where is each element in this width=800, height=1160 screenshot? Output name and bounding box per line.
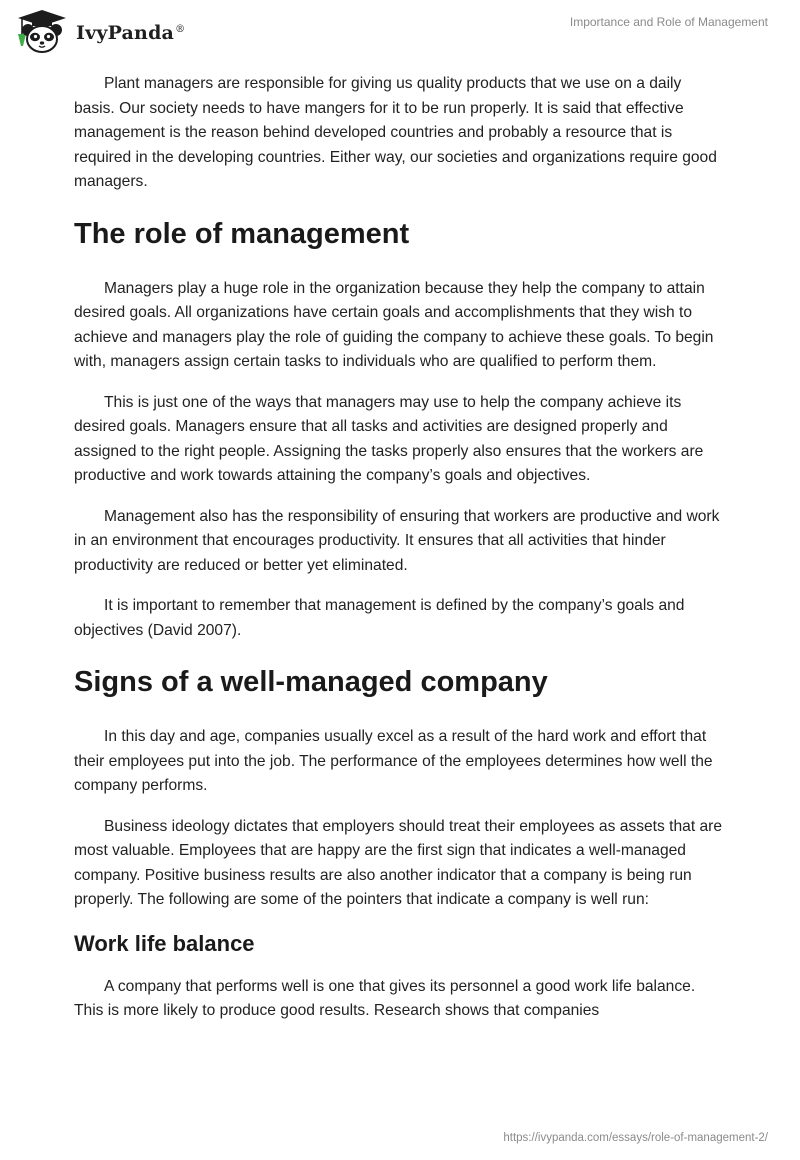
section-heading-signs: Signs of a well-managed company [74,666,548,698]
paragraph: A company that performs well is one that gives its personnel a good work life balance. This is more likely to produce good results. Research shows that companies [74,977,696,1019]
subsection-heading-work-life: Work life balance [74,930,255,956]
paragraph: In this day and age, companies usually excel as a result of the hard work and effort that their employees put into the job. The performance of the employees determines how well the company performs. [74,728,713,794]
source-url-link[interactable]: https://ivypanda.com/essays/role-of-management-2/ [503,1132,768,1144]
document-title: Importance and Role of Management [569,15,768,29]
page-header [0,0,800,70]
paragraph: Plant managers are responsible for giving us quality products that we use on a daily basis. Our society needs to have mangers for it to be run properly. It is said that effective management is the reason behind developed countries and probably a resource that is required in the developing countries. Either way, our societies and organizations require good managers. [74,75,717,190]
section-heading-role: The role of management [74,217,410,250]
logo-wordmark [76,22,185,44]
paragraph: Business ideology dictates that employers should treat their employees as assets that are most valuable. Employees that are happy are the first sign that indicates a well-managed company. Positive business results are also another indicator that a company is being run properly. The following are some of the pointers that indicate a company is well run: [74,817,723,908]
paragraph: This is just one of the ways that managers may use to help the company achieve its desired goals. Managers ensure that all tasks and activities are designed properly and assigned to the right people. Assigning the tasks properly also ensures that the workers are productive and work towards attaining the company’s goals and objectives. [74,393,704,484]
essay-body [74,72,724,1040]
ivypanda-logo[interactable] [14,8,185,54]
paragraph: Management also has the responsibility of ensuring that workers are productive and work in an environment that encourages productivity. It ensures that all activities that hinder productivity are reduced or better yet eliminated. [74,507,720,574]
registered-mark: ® [175,23,186,35]
paragraph: Managers play a huge role in the organization because they help the company to attain desired goals. All organizations have certain goals and accomplishments that they wish to achieve and managers play the role of guiding the company to achieve these goals. To begin with, managers assign certain tasks to individuals who are qualified to perform them. [74,279,714,370]
paragraph: It is important to remember that management is defined by the company’s goals and objectives (David 2007). [74,597,685,639]
panda-graduate-icon [14,8,70,54]
logo-text: IvyPanda [76,22,175,44]
